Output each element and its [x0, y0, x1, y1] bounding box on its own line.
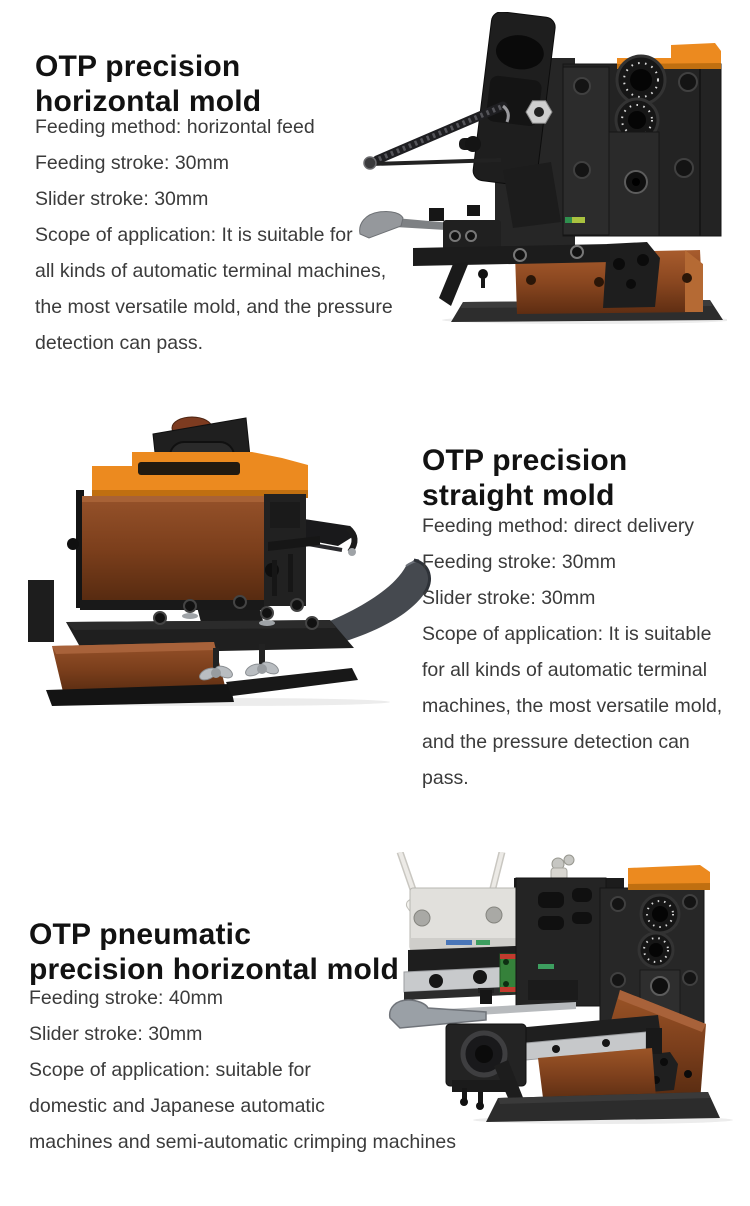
spec-line: Feeding stroke: 30mm [35, 152, 230, 174]
feed-blade [360, 211, 403, 238]
spec-line: Slider stroke: 30mm [35, 188, 209, 210]
product-photo-pneumatic-mold [388, 852, 750, 1150]
orange-accent [92, 452, 308, 498]
spec-line: Feeding stroke: 40mm [29, 987, 224, 1009]
spec-line: machines, the most versatile mold, [422, 695, 723, 717]
lower-plate [609, 132, 659, 236]
spec-line: all kinds of automatic terminal machines, [35, 260, 387, 282]
copper-block [67, 490, 268, 610]
dial-knob [617, 56, 665, 104]
product-specs-straight-mold [422, 508, 722, 796]
spec-line: Scope of application: It is suitable for [35, 224, 353, 246]
spec-line: the most versatile mold, and the pressure [35, 296, 393, 318]
label-sticker-green [565, 217, 572, 223]
spec-line: Slider stroke: 30mm [422, 587, 596, 609]
bottom-table [516, 1015, 662, 1106]
title-line: OTP precision [422, 443, 628, 477]
dial-knob [639, 933, 673, 967]
spec-line: and the pressure detection can [422, 731, 690, 753]
product-specs-horizontal-mold [35, 109, 393, 361]
spec-line: Scope of application: suitable for [29, 1059, 311, 1081]
title-line: precision horizontal mold [29, 952, 400, 986]
title-line: horizontal mold [35, 84, 262, 118]
trigger-lever [439, 262, 469, 306]
spec-line: for all kinds of automatic terminal [422, 659, 708, 681]
spec-line: Feeding stroke: 30mm [422, 551, 617, 573]
center-tower [516, 878, 606, 1006]
cylinder-label [446, 940, 472, 945]
head-lower-arm [503, 162, 561, 228]
clevis-fitting [551, 855, 574, 880]
spec-line: machines and semi-automatic crimping machines [29, 1131, 457, 1153]
spec-line: Scope of application: It is suitable [422, 623, 712, 645]
title-line: OTP pneumatic [29, 917, 252, 951]
product-title-pneumatic-mold [29, 917, 399, 987]
spec-line: pass. [422, 767, 469, 789]
left-bracket [28, 580, 54, 642]
spec-line: Feeding method: horizontal feed [35, 116, 315, 138]
product-title-straight-mold [422, 443, 627, 513]
spec-line: domestic and Japanese automatic [29, 1095, 325, 1117]
pneumatic-mold-illustration [388, 852, 750, 1150]
product-photo-horizontal-mold [355, 12, 727, 324]
pentagon-bracket [603, 242, 660, 308]
pneumatic-cylinder [404, 888, 520, 950]
straight-mold-illustration [20, 402, 440, 710]
side-knob [459, 136, 481, 152]
title-line: straight mold [422, 478, 615, 512]
spec-line: Feeding method: direct delivery [422, 515, 695, 537]
spec-line: detection can pass. [35, 332, 204, 354]
spec-line: Slider stroke: 30mm [29, 1023, 203, 1045]
product-photo-straight-mold [20, 402, 440, 710]
mid-machinery [264, 494, 320, 606]
title-line: OTP precision [35, 49, 241, 83]
horizontal-mold-illustration [355, 12, 727, 324]
dial-knob [641, 895, 679, 933]
